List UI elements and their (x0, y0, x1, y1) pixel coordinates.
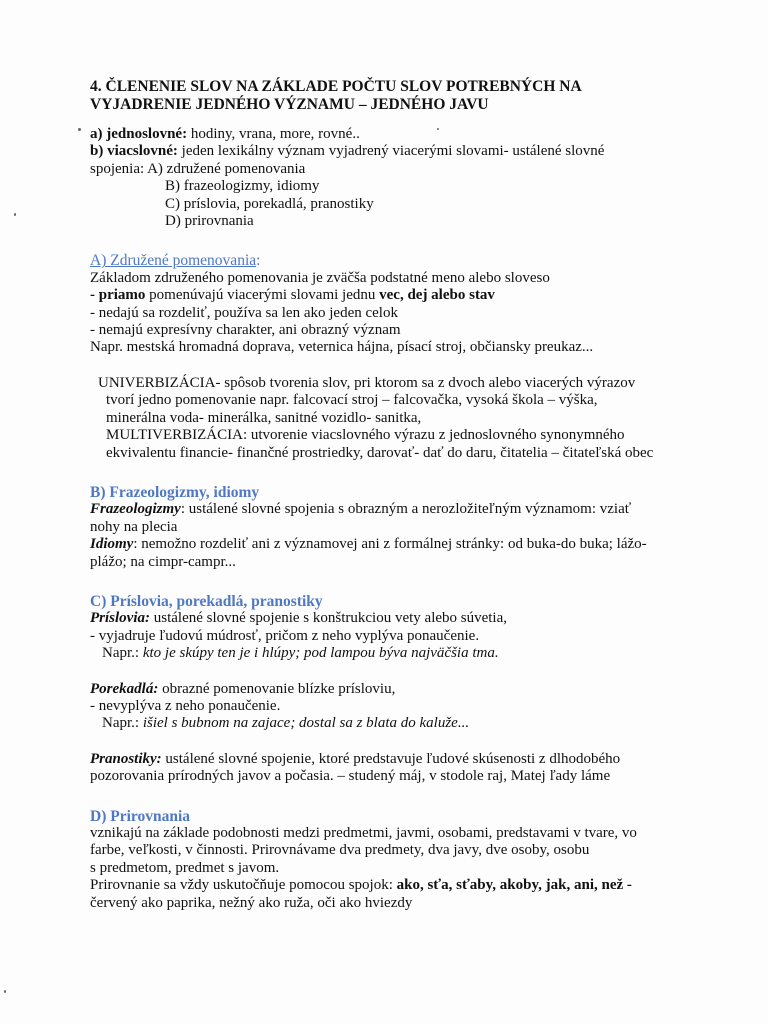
porekadla-line-1 (90, 681, 690, 698)
multiverbization-line-1: MULTIVERBIZÁCIA: utvorenie viacslovného výrazu z jednoslovného synonymného (106, 427, 625, 444)
porekadla-example-prefix: Napr.: (102, 715, 143, 732)
idiomy-text: : nemožno rozdeliť ani z významovej ani z formálnej stránky: od buka-do buka; lážo- (133, 536, 647, 553)
intro-section (90, 126, 690, 230)
intro-a-text: hodiny, vrana, more, rovné.. (187, 126, 360, 142)
document-page (90, 78, 690, 912)
intro-item-d: D) prirovnania (165, 213, 254, 230)
section-a-line-3: - nedajú sa rozdeliť, používa sa len ako jeden celok (90, 304, 398, 321)
section-d (90, 808, 690, 912)
scan-dot-1 (78, 128, 81, 131)
pranostiky-text: ustálené slovné spojenie, ktoré predstavuje ľudové skúsenosti z dlhodobého (161, 750, 621, 767)
intro-line-b-cont: spojenia: A) združené pomenovania (90, 160, 306, 177)
section-a-heading (90, 252, 690, 269)
scan-dot-2 (14, 213, 16, 216)
section-a (90, 252, 690, 461)
porekadla-example-text: išiel s bubnom na zajace; dostal sa z blata do kaluže... (142, 715, 470, 732)
section-b-idiomy (90, 536, 690, 553)
intro-item-b: B) frazeologizmy, idiomy (165, 178, 320, 195)
univerbization-line-1: UNIVERBIZÁCIA- spôsob tvorenia slov, pri ktorom sa z dvoch alebo viacerých výrazov (98, 374, 636, 391)
title-line-2: VYJADRENIE JEDNÉHO VÝZNAMU – JEDNÉHO JAVU (90, 96, 489, 113)
section-d-line-3: s predmetom, predmet s javom. (90, 859, 280, 876)
prislovia-line-2: - vyjadruje ľudovú múdrosť, pričom z neho vyplýva ponaučenie. (90, 627, 480, 644)
section-a-dash: - (90, 287, 99, 304)
prislovia-example-prefix: Napr.: (102, 645, 143, 662)
intro-b-text: jeden lexikálny význam vyjadrený viacerými slovami- ustálené slovné (177, 143, 605, 160)
univerbization-block (90, 375, 690, 462)
section-c (90, 593, 690, 786)
section-d-line-4-prefix: Prirovnanie sa vždy uskutočňuje pomocou spojok: (90, 877, 397, 894)
section-b-idiomy-cont: plážo; na cimpr-campr... (90, 553, 236, 570)
section-d-heading: D) Prirovnania (90, 807, 191, 825)
section-d-line-1: vznikajú na základe podobnosti medzi predmetmi, javmi, osobami, predstavami v tvare, vo (90, 825, 637, 841)
section-a-line-2-mid: pomenúvajú viacerými slovami jednu (145, 287, 380, 304)
section-a-heading-colon: : (256, 252, 261, 270)
prislovia-example-text: kto je skúpy ten je i hlúpy; pod lampou býva najväčšia tma. (142, 645, 499, 662)
intro-line-b (90, 143, 690, 160)
univerbization-line-3: minerálna voda- minerálka, sanitné vozidlo- sanitka, (106, 409, 422, 426)
porekadla-text: obrazné pomenovanie blízke prísloviu, (158, 680, 396, 697)
section-d-conjunctions: ako, sťa, sťaby, akoby, jak, ani, než - (396, 877, 632, 894)
section-c-heading: C) Príslovia, porekadlá, pranostiky (90, 592, 323, 610)
idiomy-label: Idiomy (90, 536, 134, 553)
porekadla-example (90, 715, 690, 732)
prislovia-label: Príslovia: (90, 610, 150, 627)
porekadla-line-2: - nevyplýva z neho ponaučenie. (90, 697, 281, 714)
porekadla-label: Porekadlá: (90, 680, 159, 697)
section-b-heading: B) Frazeologizmy, idiomy (90, 483, 260, 501)
prislovia-example (90, 645, 690, 662)
section-a-line-2 (90, 287, 690, 304)
prislovia-line-1 (90, 610, 690, 627)
multiverbization-line-2: ekvivalentu financie- finančné prostriedky, darovať- dať do daru, čitatelia – čitateľská obec (106, 444, 654, 461)
scan-dot-4 (4, 990, 6, 993)
title-line-1: 4. ČLENENIE SLOV NA ZÁKLADE POČTU SLOV POTREBNÝCH NA (90, 78, 582, 95)
section-a-line-1: Základom združeného pomenovania je zväčša podstatné meno alebo sloveso (90, 269, 550, 286)
section-a-line-5: Napr. mestská hromadná doprava, veternica hájna, písací stroj, občiansky preukaz... (90, 339, 594, 356)
page-title (90, 78, 690, 114)
univerbization-line-2: tvorí jedno pomenovanie napr. falcovací stroj – falcovačka, vysoká škola – výška, (106, 392, 598, 409)
section-b-frazeologizmy-cont: nohy na plecia (90, 518, 178, 535)
section-d-line-2: farbe, veľkosti, v činnosti. Prirovnávame dva predmety, dva javy, dve osoby, osobu (90, 842, 590, 859)
section-d-line-5: červený ako paprika, nežný ako ruža, oči ako hviezdy (90, 894, 413, 911)
intro-b-label: b) viacslovné: (90, 143, 178, 160)
scan-dot-3 (437, 128, 439, 130)
section-a-bold-priamo: priamo (98, 287, 146, 304)
intro-item-c: C) príslovia, porekadlá, pranostiky (165, 195, 374, 212)
section-a-line-4: - nemajú expresívny charakter, ani obrazný význam (90, 322, 401, 339)
pranostiky-line-1 (90, 751, 690, 768)
pranostiky-label: Pranostiky: (90, 750, 162, 767)
intro-line-a (90, 126, 690, 143)
section-a-heading-text: A) Združené pomenovania (90, 252, 257, 270)
pranostiky-line-2: pozorovania prírodných javov a počasia. – studený máj, v stodole raj, Matej ľady láme (90, 768, 611, 785)
frazeologizmy-label: Frazeologizmy (90, 501, 181, 518)
section-b (90, 484, 690, 571)
frazeologizmy-text: : ustálené slovné spojenia s obrazným a nerozložiteľným významom: vziať (180, 501, 632, 518)
section-b-frazeologizmy (90, 501, 690, 518)
prislovia-text: ustálené slovné spojenie s konštrukciou vety alebo súvetia, (150, 610, 508, 627)
section-d-line-4 (90, 877, 690, 894)
section-a-bold-vec: vec, dej alebo stav (379, 287, 495, 304)
intro-a-label: a) jednoslovné: (90, 126, 188, 142)
